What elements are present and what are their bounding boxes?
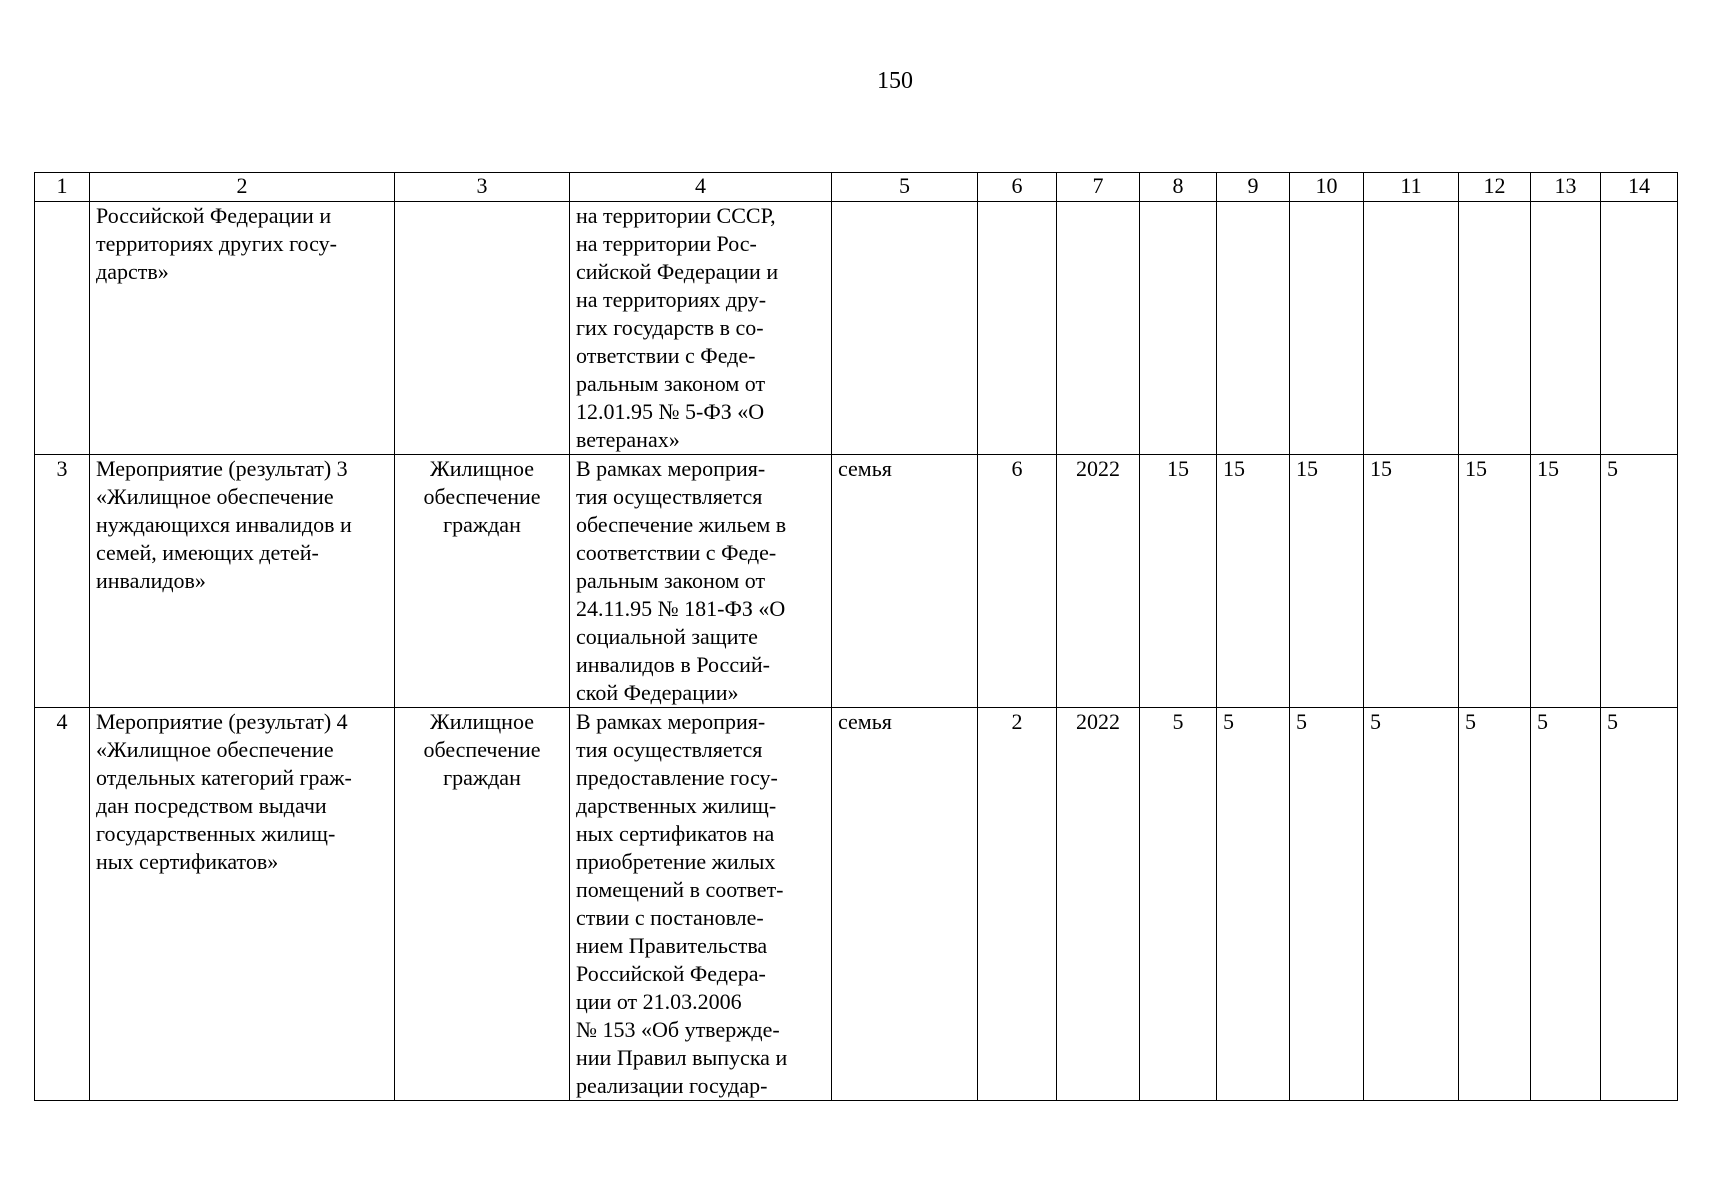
- header-cell: 2: [90, 173, 395, 202]
- header-cell: 1: [35, 173, 90, 202]
- text-line: государственных жилищ-: [96, 821, 336, 846]
- measure-name-cell: [90, 202, 395, 455]
- text-line: тия осуществляется: [576, 484, 763, 509]
- table-row: [35, 455, 1678, 708]
- measure-name-cell: [90, 708, 395, 1101]
- header-cell: 12: [1459, 173, 1531, 202]
- text-line: В рамках мероприя-: [576, 456, 766, 481]
- text-line: ветеранах»: [576, 427, 680, 452]
- value-cell: [1459, 202, 1531, 455]
- text-line: приобретение жилых: [576, 849, 776, 874]
- text-line: инвалидов в Россий-: [576, 652, 770, 677]
- value-cell: 5: [1601, 708, 1678, 1101]
- text-line: дарственных жилищ-: [576, 793, 777, 818]
- header-cell: 13: [1531, 173, 1601, 202]
- year-cell: 2022: [1057, 708, 1140, 1101]
- header-cell: 3: [395, 173, 570, 202]
- header-cell: 4: [570, 173, 832, 202]
- text-line: Российской Федера-: [576, 961, 766, 986]
- text-line: отдельных категорий граж-: [96, 765, 352, 790]
- text-line: дан посредством выдачи: [96, 793, 327, 818]
- row-number-cell: [35, 202, 90, 455]
- text-line: граждан: [443, 512, 521, 537]
- type-cell: [395, 202, 570, 455]
- text-line: на территории СССР,: [576, 203, 776, 228]
- year-cell: 2022: [1057, 455, 1140, 708]
- value-cell: 5: [1364, 708, 1459, 1101]
- text-line: нии Правил выпуска и: [576, 1045, 788, 1070]
- description-cell: [570, 708, 832, 1101]
- unit-cell: семья: [832, 708, 978, 1101]
- text-line: Мероприятие (результат) 4: [96, 709, 348, 734]
- text-line: ции от 21.03.2006: [576, 989, 742, 1014]
- value-cell: 5: [1290, 708, 1364, 1101]
- year-cell: [1057, 202, 1140, 455]
- table-row: [35, 202, 1678, 455]
- header-cell: 10: [1290, 173, 1364, 202]
- page-number: 150: [877, 68, 913, 94]
- text-line: ных сертификатов»: [96, 849, 279, 874]
- text-line: нием Правительства: [576, 933, 768, 958]
- type-cell: [395, 708, 570, 1101]
- row-number-cell: 3: [35, 455, 90, 708]
- text-line: Жилищное: [430, 456, 534, 481]
- text-line: помещений в соответ-: [576, 877, 784, 902]
- text-line: ральным законом от: [576, 371, 766, 396]
- text-line: обеспечение жильем в: [576, 512, 787, 537]
- text-line: ответствии с Феде-: [576, 343, 756, 368]
- description-cell: [570, 202, 832, 455]
- header-cell: 14: [1601, 173, 1678, 202]
- text-line: на территории Рос-: [576, 231, 757, 256]
- value-cell: 15: [1217, 455, 1290, 708]
- header-cell: 7: [1057, 173, 1140, 202]
- value-cell: [1364, 202, 1459, 455]
- value-cell: 15: [1531, 455, 1601, 708]
- value-cell: 15: [1140, 455, 1217, 708]
- text-line: Жилищное: [430, 709, 534, 734]
- text-line: тия осуществляется: [576, 737, 763, 762]
- value-cell: 2: [978, 708, 1057, 1101]
- value-cell: 5: [1217, 708, 1290, 1101]
- type-cell: [395, 455, 570, 708]
- header-cell: 5: [832, 173, 978, 202]
- text-line: предоставление госу-: [576, 765, 778, 790]
- header-cell: 6: [978, 173, 1057, 202]
- text-line: реализации государ-: [576, 1073, 768, 1098]
- text-line: Российской Федерации и: [96, 203, 332, 228]
- header-cell: 11: [1364, 173, 1459, 202]
- header-row: [35, 173, 1678, 202]
- text-line: семей, имеющих детей-: [96, 540, 319, 565]
- description-cell: [570, 455, 832, 708]
- value-cell: 5: [1459, 708, 1531, 1101]
- text-line: граждан: [443, 765, 521, 790]
- row-number-cell: 4: [35, 708, 90, 1101]
- table-row: [35, 708, 1678, 1101]
- text-line: территориях других госу-: [96, 231, 337, 256]
- text-line: гих государств в со-: [576, 315, 764, 340]
- value-cell: 6: [978, 455, 1057, 708]
- text-line: В рамках мероприя-: [576, 709, 766, 734]
- unit-cell: [832, 202, 978, 455]
- text-line: 24.11.95 № 181-ФЗ «О: [576, 596, 786, 621]
- value-cell: [978, 202, 1057, 455]
- header-cell: 9: [1217, 173, 1290, 202]
- text-line: соответствии с Феде-: [576, 540, 777, 565]
- text-line: инвалидов»: [96, 568, 206, 593]
- value-cell: [1217, 202, 1290, 455]
- text-line: нуждающихся инвалидов и: [96, 512, 352, 537]
- text-line: обеспечение: [423, 737, 541, 762]
- value-cell: [1290, 202, 1364, 455]
- text-line: «Жилищное обеспечение: [96, 737, 334, 762]
- text-line: сийской Федерации и: [576, 259, 779, 284]
- measure-name-cell: [90, 455, 395, 708]
- text-line: обеспечение: [423, 484, 541, 509]
- text-line: Мероприятие (результат) 3: [96, 456, 348, 481]
- value-cell: 5: [1531, 708, 1601, 1101]
- text-line: социальной защите: [576, 624, 758, 649]
- value-cell: [1531, 202, 1601, 455]
- value-cell: 5: [1601, 455, 1678, 708]
- value-cell: 15: [1290, 455, 1364, 708]
- value-cell: [1601, 202, 1678, 455]
- text-line: ствии с постановле-: [576, 905, 764, 930]
- header-cell: 8: [1140, 173, 1217, 202]
- value-cell: [1140, 202, 1217, 455]
- data-table: [34, 172, 1678, 1101]
- text-line: 12.01.95 № 5-ФЗ «О: [576, 399, 765, 424]
- text-line: ных сертификатов на: [576, 821, 775, 846]
- text-line: ральным законом от: [576, 568, 766, 593]
- text-line: «Жилищное обеспечение: [96, 484, 334, 509]
- value-cell: 15: [1364, 455, 1459, 708]
- text-line: дарств»: [96, 259, 169, 284]
- value-cell: 15: [1459, 455, 1531, 708]
- unit-cell: семья: [832, 455, 978, 708]
- value-cell: 5: [1140, 708, 1217, 1101]
- text-line: на территориях дру-: [576, 287, 767, 312]
- text-line: № 153 «Об утвержде-: [576, 1017, 780, 1042]
- text-line: ской Федерации»: [576, 680, 739, 705]
